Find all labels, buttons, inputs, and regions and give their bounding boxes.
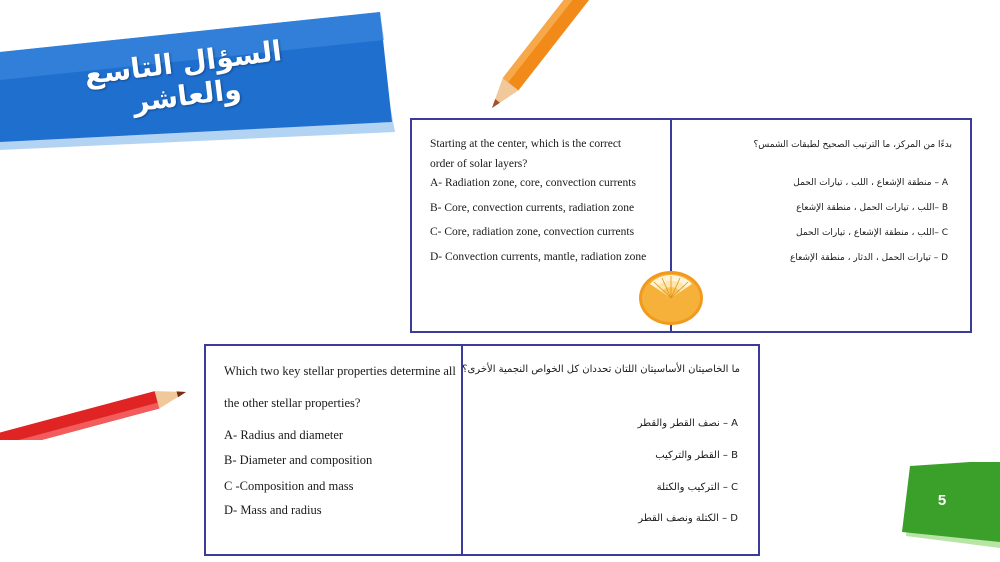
question-10-box: [204, 344, 760, 556]
question-9-option-c-ar: C –اللب ، منطقة الإشعاع ، تيارات الحمل: [796, 228, 948, 238]
question-9-option-c-en: C- Core, radiation zone, convection currents: [430, 226, 635, 238]
sun-layers-icon: [638, 270, 704, 326]
question-10-stem-line2: the other stellar properties?: [224, 396, 361, 410]
red-pencil-icon: [0, 370, 190, 440]
question-10-option-c-ar: C – التركيب والكتلة: [656, 482, 738, 493]
question-9-option-b-en: B- Core, convection currents, radiation zone: [430, 202, 635, 214]
page-number: 5: [937, 492, 947, 509]
question-10-option-d-ar: D – الكتلة ونصف القطر: [638, 513, 738, 524]
question-10-stem-line1: Which two key stellar properties determine all: [224, 364, 456, 378]
question-10-option-a-en: A- Radius and diameter: [224, 428, 344, 442]
question-9-stem-ar: بدءًا من المركز، ما الترتيب الصحيح لطبقات الشمس؟: [753, 140, 952, 150]
orange-pencil-icon: [480, 0, 620, 120]
question-10-option-c-en: C -Composition and mass: [224, 479, 354, 493]
question-9-stem-line2: order of solar layers?: [430, 158, 528, 170]
question-10-divider: [461, 346, 463, 554]
question-9-option-a-en: A- Radiation zone, core, convection currents: [430, 177, 636, 189]
question-10-stem-ar: ما الخاصيتان الأساسيتان اللتان تحددان كل الخواص النجمية الأخرى؟: [462, 364, 740, 375]
question-10-option-b-en: B- Diameter and composition: [224, 453, 373, 467]
question-9-stem-line1: Starting at the center, which is the correct: [430, 138, 622, 150]
page-badge: [896, 462, 1000, 562]
question-9-option-d-en: D- Convection currents, mantle, radiation zone: [430, 251, 647, 263]
question-10-option-a-ar: A – نصف القطر والقطر: [637, 418, 738, 429]
question-9-option-d-ar: D – تيارات الحمل ، الدثار ، منطقة الإشعاع: [790, 253, 948, 263]
question-9-option-a-ar: A – منطقة الإشعاع ، اللب ، تيارات الحمل: [793, 178, 948, 188]
slide-title: السؤال التاسع والعاشر: [82, 34, 284, 119]
question-10-option-b-ar: B – القطر والتركيب: [655, 450, 738, 461]
question-9-option-b-ar: B –اللب ، تيارات الحمل ، منطقة الإشعاع: [796, 203, 948, 213]
question-10-option-d-en: D- Mass and radius: [224, 503, 322, 517]
